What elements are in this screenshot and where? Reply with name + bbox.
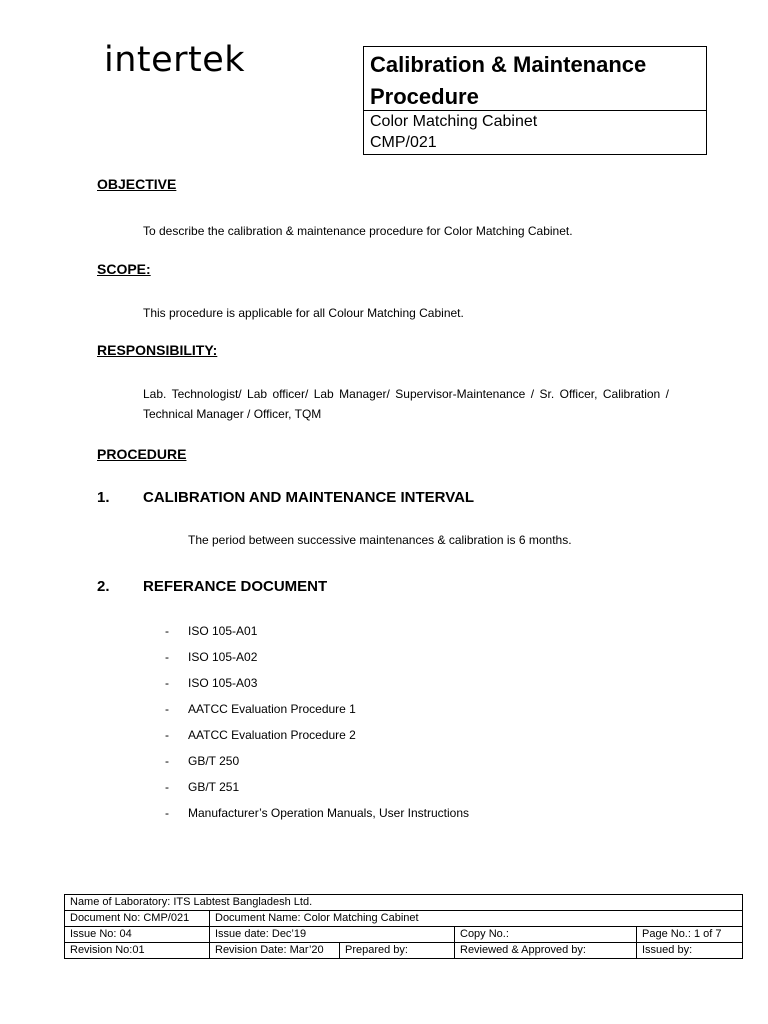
reference-text: Manufacturer’s Operation Manuals, User Instructions [188, 806, 470, 820]
table-row [65, 911, 743, 927]
list-item: - Manufacturer’s Operation Manuals, User Instructions [165, 806, 470, 820]
reference-text: ISO 105-A01 [188, 624, 258, 638]
section-2-number: 2. [97, 578, 110, 595]
copy-number-cell: Copy No.: [455, 927, 637, 943]
scope-text: This procedure is applicable for all Colour Matching Cabinet. [143, 306, 464, 320]
objective-heading: OBJECTIVE [97, 176, 177, 192]
document-control-table [64, 894, 743, 959]
issue-date-cell: Issue date: Dec’19 [210, 927, 455, 943]
section-2-heading [97, 578, 327, 595]
procedure-heading: PROCEDURE [97, 446, 187, 462]
reference-text: GB/T 251 [188, 780, 240, 794]
lab-name-cell: Name of Laboratory: ITS Labtest Bangladesh Ltd. [65, 895, 743, 911]
issue-number-cell: Issue No: 04 [65, 927, 210, 943]
list-item: - ISO 105-A03 [165, 676, 258, 690]
intertek-logo: intertek [104, 40, 246, 80]
document-name-cell: Document Name: Color Matching Cabinet [210, 911, 743, 927]
document-title: Calibration & Maintenance Procedure [364, 47, 706, 111]
objective-text: To describe the calibration & maintenance procedure for Color Matching Cabinet. [143, 224, 573, 238]
issued-by-cell: Issued by: [637, 943, 743, 959]
page-number-cell: Page No.: 1 of 7 [637, 927, 743, 943]
responsibility-heading: RESPONSIBILITY: [97, 342, 218, 358]
document-number-cell: Document No: CMP/021 [65, 911, 210, 927]
reference-text: ISO 105-A02 [188, 650, 258, 664]
document-title-box [363, 46, 707, 155]
list-item: - AATCC Evaluation Procedure 1 [165, 702, 356, 716]
list-item: - ISO 105-A01 [165, 624, 258, 638]
document-code: CMP/021 [370, 134, 437, 151]
section-1-title: CALIBRATION AND MAINTENANCE INTERVAL [143, 489, 475, 506]
document-subtitle: Color Matching Cabinet [370, 113, 538, 130]
revision-date-cell: Revision Date: Mar’20 [210, 943, 340, 959]
table-row [65, 895, 743, 911]
reference-text: GB/T 250 [188, 754, 240, 768]
list-item: - ISO 105-A02 [165, 650, 258, 664]
section-2-title: REFERANCE DOCUMENT [143, 578, 328, 595]
revision-number-cell: Revision No:01 [65, 943, 210, 959]
list-item: - AATCC Evaluation Procedure 2 [165, 728, 356, 742]
reference-text: ISO 105-A03 [188, 676, 258, 690]
reviewed-by-cell: Reviewed & Approved by: [455, 943, 637, 959]
list-item: - GB/T 250 [165, 754, 240, 768]
reference-text: AATCC Evaluation Procedure 1 [188, 702, 356, 716]
reference-text: AATCC Evaluation Procedure 2 [188, 728, 356, 742]
section-1-number: 1. [97, 489, 110, 506]
table-row [65, 943, 743, 959]
scope-heading: SCOPE: [97, 261, 151, 277]
responsibility-text: Lab. Technologist/ Lab officer/ Lab Manager/ Supervisor-Maintenance / Sr. Officer, Calibration / Technical Manager / Officer, TQM [143, 387, 669, 421]
section-1-heading [97, 489, 474, 506]
reference-list [165, 621, 469, 829]
interval-text: The period between successive maintenances & calibration is 6 months. [188, 533, 572, 547]
list-item: - GB/T 251 [165, 780, 240, 794]
table-row [65, 927, 743, 943]
prepared-by-cell: Prepared by: [340, 943, 455, 959]
